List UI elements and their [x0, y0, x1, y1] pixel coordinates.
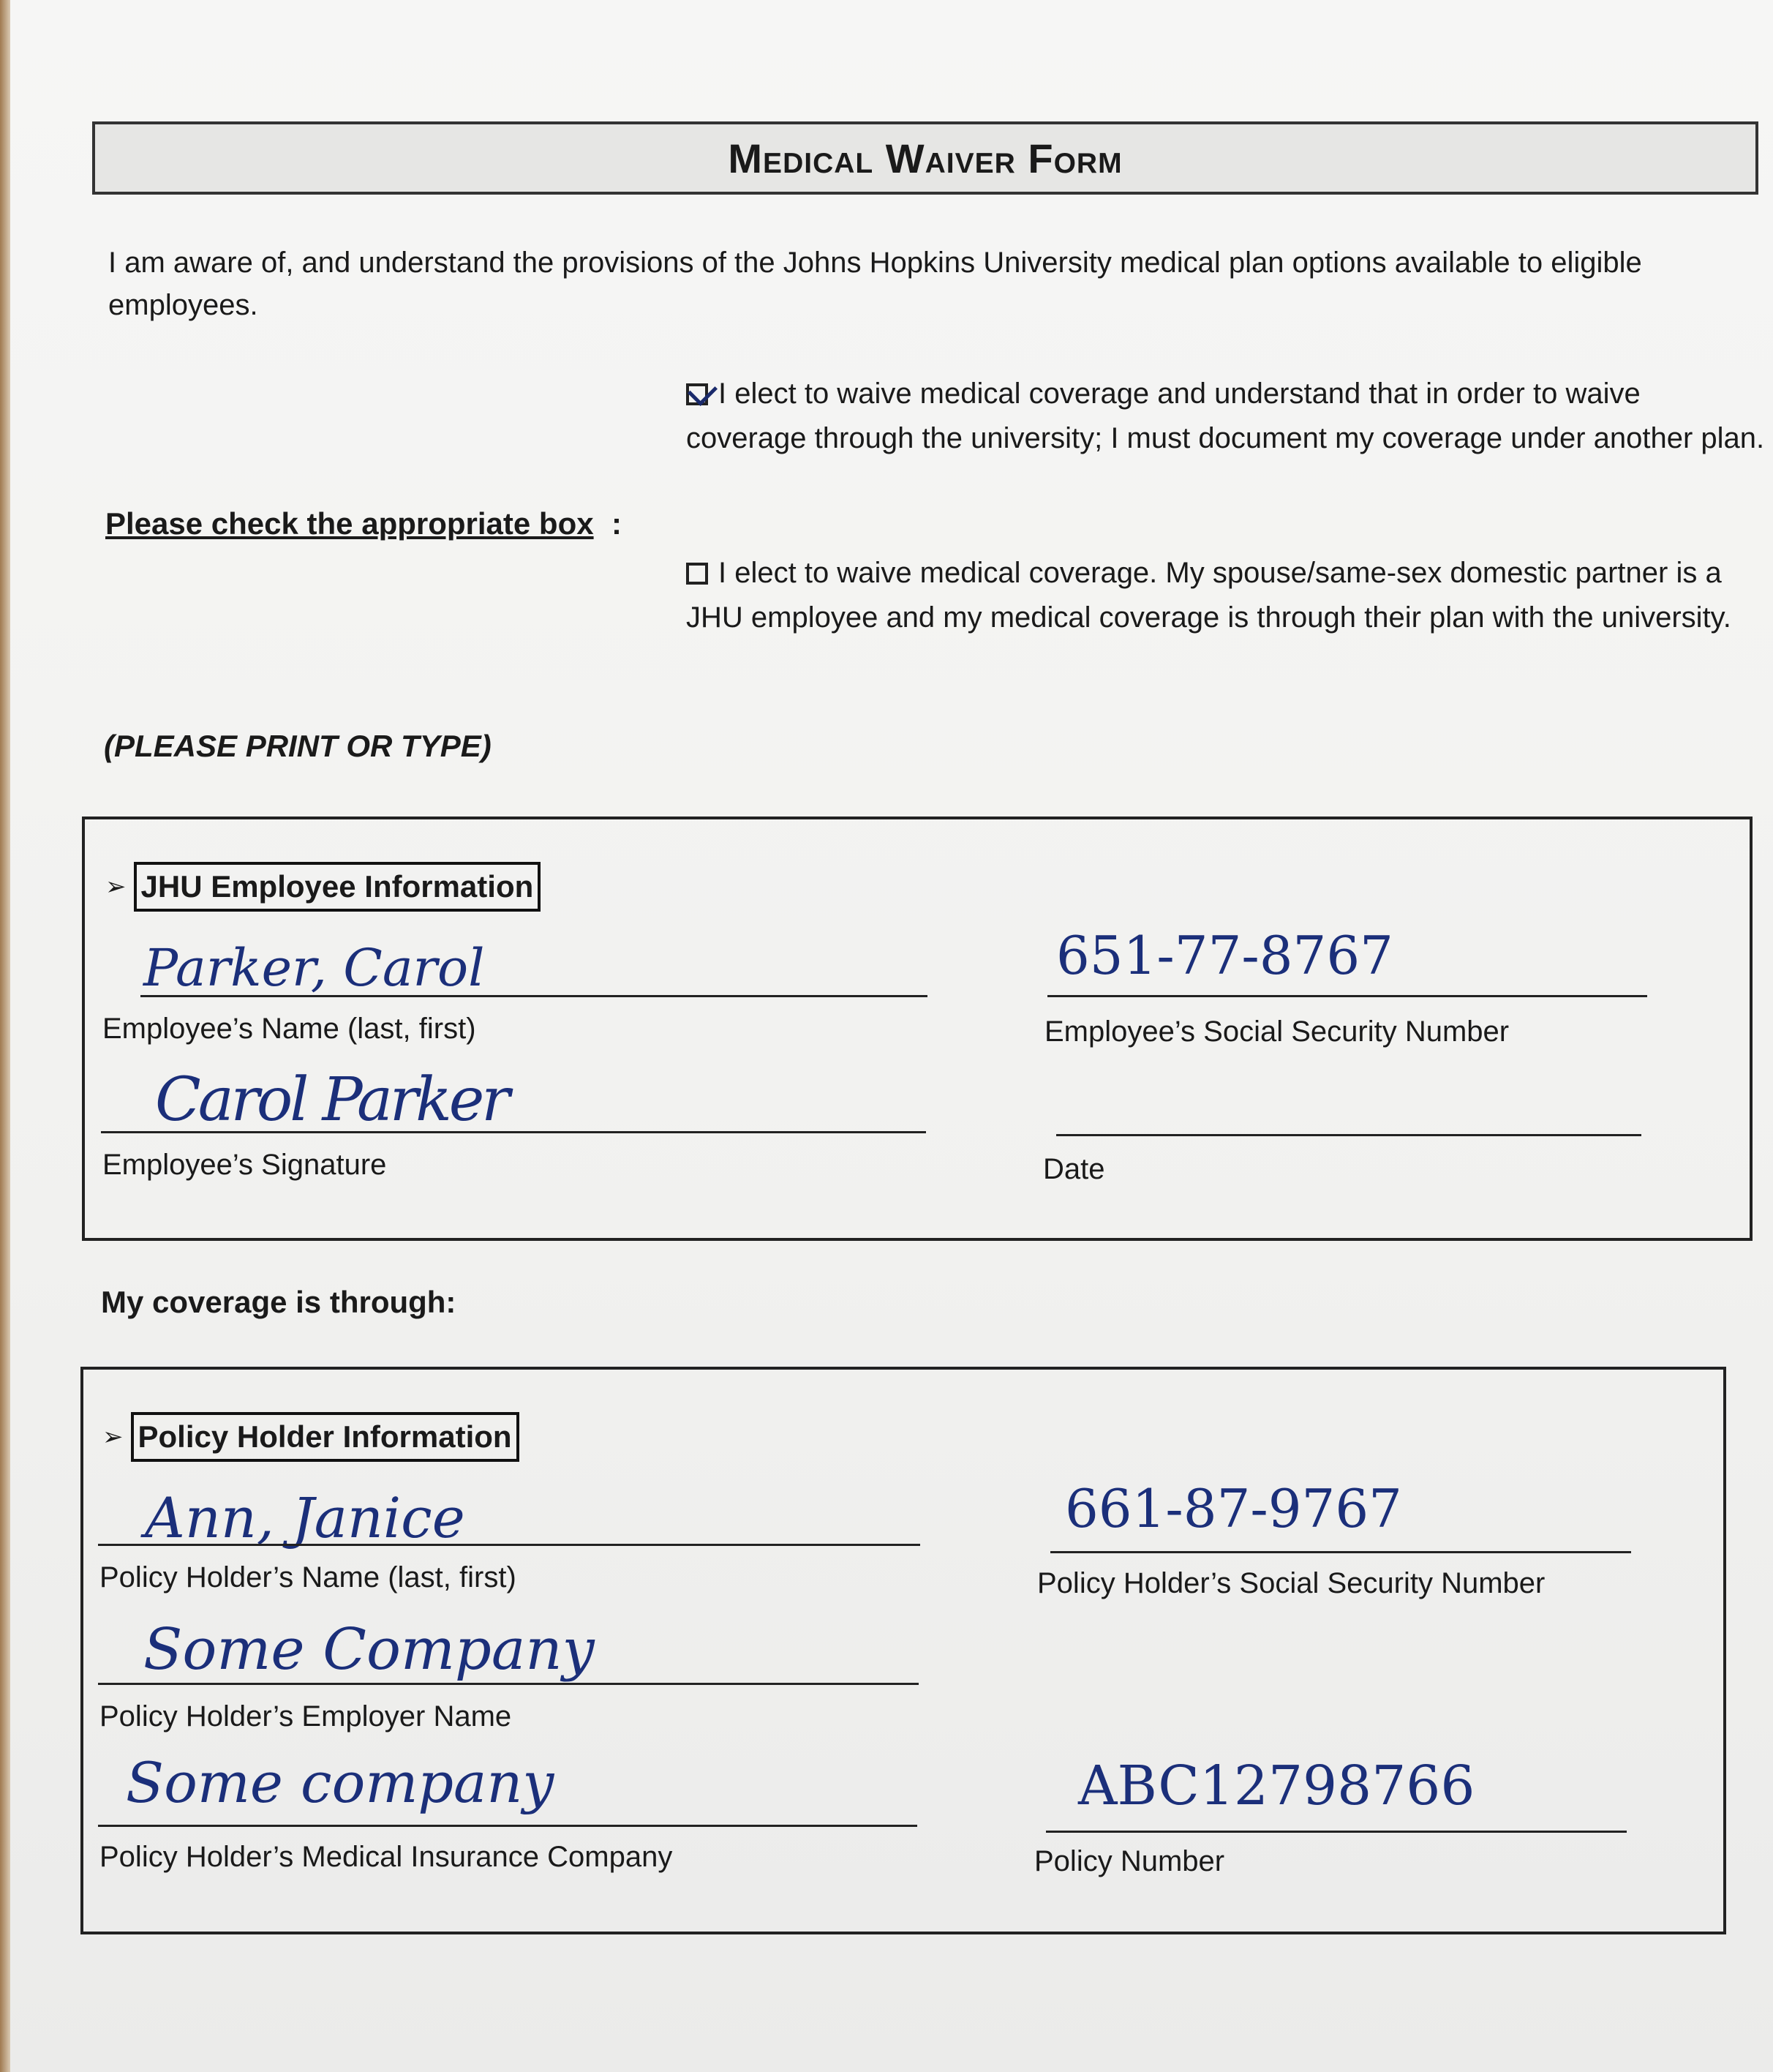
employee-ssn-value[interactable]: 651-77-8767 [1056, 925, 1393, 986]
policy-number-line [1046, 1831, 1627, 1833]
paper-edge [0, 0, 10, 2072]
policy-holder-employer-line [98, 1683, 919, 1685]
policy-number-value[interactable]: ABC12798766 [1078, 1754, 1475, 1817]
policy-holder-insurer-value[interactable]: Some company [126, 1750, 554, 1815]
arrow-bullet-icon: ➢ [105, 873, 127, 901]
policy-holder-ssn-line [1050, 1551, 1631, 1553]
employee-name-line [140, 995, 927, 997]
checkbox-waive-spouse-plan[interactable] [686, 563, 708, 585]
employee-signature-line [101, 1131, 926, 1133]
employee-section-title: JHU Employee Information [134, 862, 541, 912]
please-check-label: Please check the appropriate box [105, 506, 594, 541]
option-waive-other-plan[interactable] [686, 372, 1769, 461]
policy-number-label: Policy Number [1034, 1845, 1225, 1877]
checkbox-waive-other-plan[interactable] [686, 383, 708, 405]
policy-section-title: Policy Holder Information [131, 1412, 519, 1462]
arrow-bullet-icon: ➢ [102, 1423, 124, 1451]
policy-holder-name-value[interactable]: Ann, Janice [145, 1485, 465, 1550]
policy-holder-ssn-value[interactable]: 661-87-9767 [1065, 1478, 1402, 1539]
employee-name-label: Employee’s Name (last, first) [102, 1013, 476, 1045]
employee-signature-label: Employee’s Signature [102, 1149, 387, 1181]
policy-holder-ssn-label: Policy Holder’s Social Security Number [1037, 1567, 1546, 1599]
employee-section-heading [105, 862, 541, 912]
policy-holder-employer-value[interactable]: Some Company [143, 1617, 595, 1683]
form-title: Medical Waiver Form [728, 135, 1123, 181]
coverage-through-label: My coverage is through: [101, 1285, 456, 1319]
employee-date-line [1056, 1134, 1641, 1136]
policy-holder-employer-label: Policy Holder’s Employer Name [99, 1700, 512, 1733]
option-waive-spouse-plan[interactable] [686, 551, 1739, 640]
policy-holder-name-label: Policy Holder’s Name (last, first) [99, 1561, 516, 1594]
policy-holder-insurer-label: Policy Holder’s Medical Insurance Company [99, 1841, 673, 1873]
employee-ssn-label: Employee’s Social Security Number [1044, 1016, 1510, 1048]
intro-paragraph: I am aware of, and understand the provisions of the Johns Hopkins University medical plan options available to eligible employees. [108, 247, 1642, 321]
employee-ssn-line [1047, 995, 1647, 997]
policy-section-heading [102, 1412, 519, 1462]
employee-signature-value[interactable]: Carol Parker [155, 1065, 508, 1135]
title-bar [92, 121, 1758, 195]
please-check-colon: : [611, 506, 622, 541]
employee-date-label: Date [1043, 1153, 1105, 1185]
policy-holder-name-line [98, 1544, 920, 1546]
option-waive-other-plan-text: I elect to waive medical coverage and understand that in order to waive coverage through the university; I must document my coverage under another plan. [686, 378, 1765, 454]
print-or-type-note: (PLEASE PRINT OR TYPE) [104, 729, 492, 763]
option-waive-spouse-plan-text: I elect to waive medical coverage. My spouse/same-sex domestic partner is a JHU employee and my medical coverage is through their plan with the university. [686, 557, 1731, 634]
employee-name-value[interactable]: Parker, Carol [143, 938, 485, 998]
policy-holder-insurer-line [98, 1825, 917, 1827]
